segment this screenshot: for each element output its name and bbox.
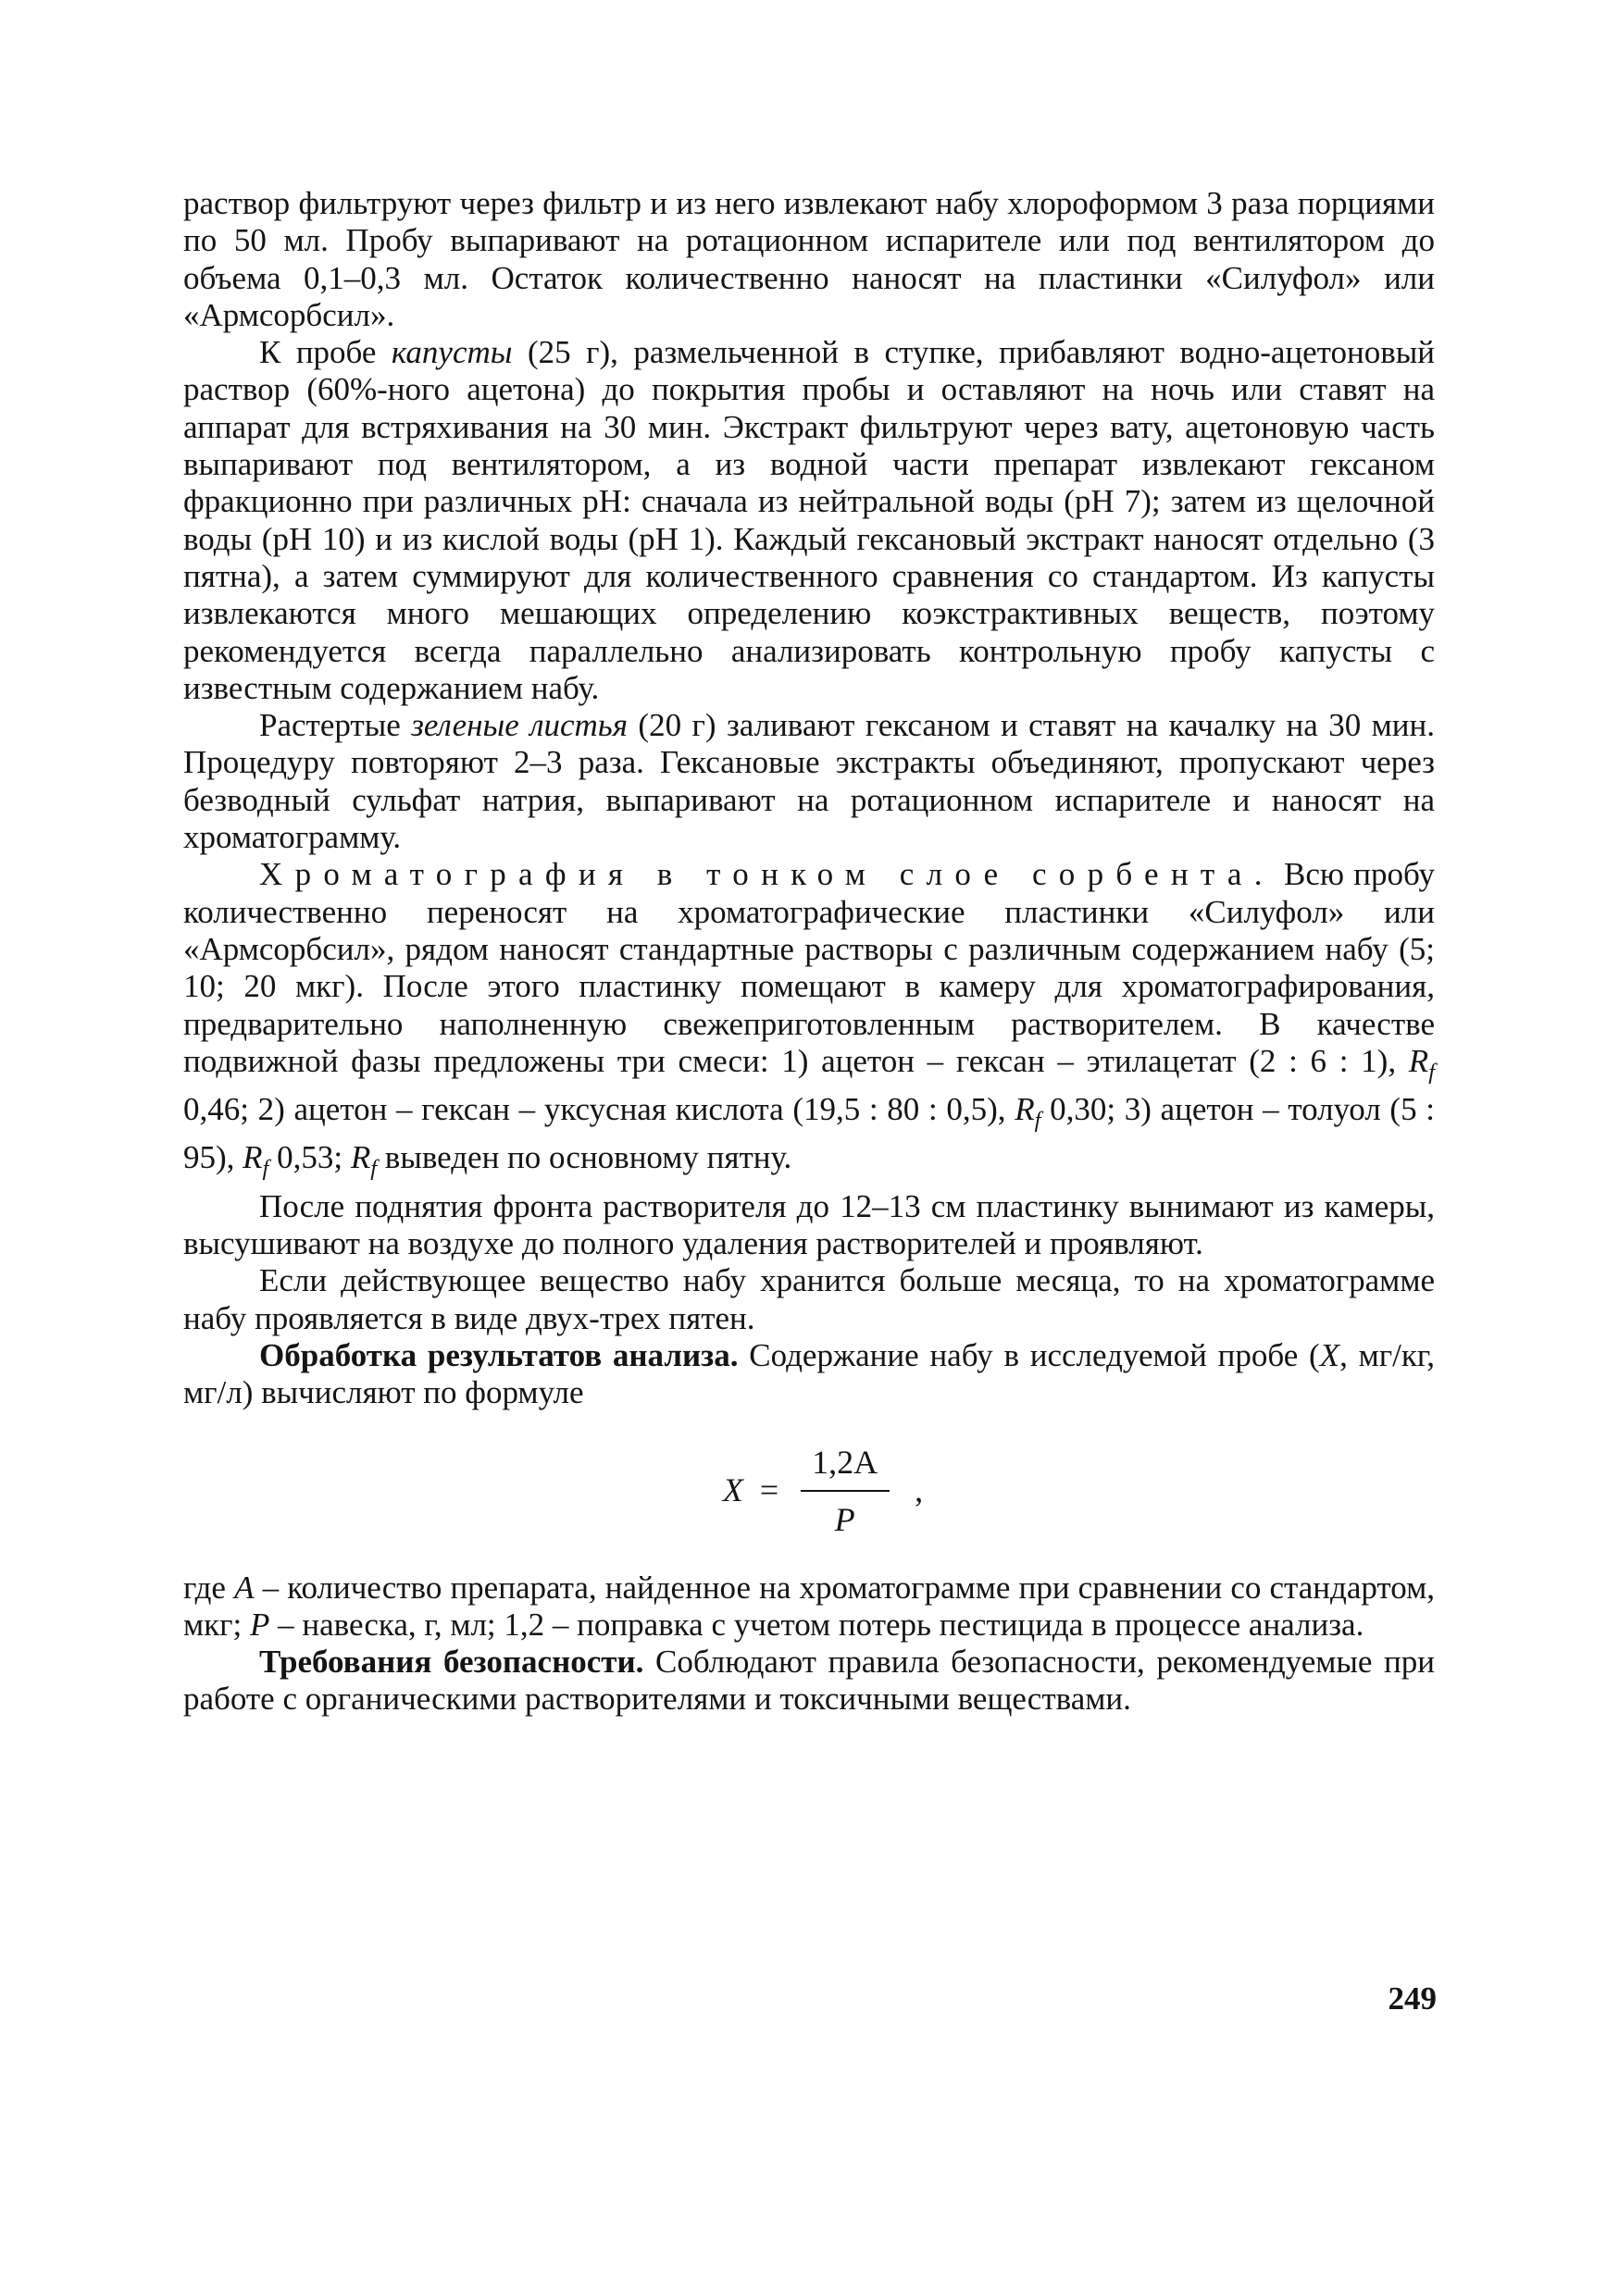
section-heading-results: Обработка результатов анализа. [259,1336,739,1373]
emphasis-cabbage: капусты [391,334,513,371]
text-run: (20 г) заливают гексаном и ставят на качалку на 30 мин. Процедуру повторяют 2–3 раза. Гексановые экстракты объединяют, пропускают через безводный сульфат натрия, выпаривают на ротационном испарителе и наносят на хроматограмму. [183,707,1436,856]
formula-numerator: 1,2A [812,1443,878,1481]
page-body [183,185,1435,1719]
text-run: 0,46; 2) ацетон – гексан – уксусная кислота (19,5 : 80 : 0,5), [183,1091,1015,1128]
text-run: Содержание набу в исследуемой пробе ( [738,1336,1320,1373]
text-run: – навеска, г, мл; 1,2 – поправка с учетом потерь пестицида в процессе анализа. [269,1606,1364,1643]
text-run: – количество препарата, найденное на хроматограмме при сравнении со стандартом, мкг; [183,1569,1435,1643]
text-run: (25 г), размельченной в ступке, прибавляют водно-ацетоновый раствор (60%-ного ацетона) до покрытия пробы и оставляют на ночь или ставят на аппарат для встряхивания на 30 мин. Экстракт фильтруют через вату, ацетоновую часть выпаривают под вентилятором, а из водной части препарат извлекают гексаном фракционно при различных pH: сначала из нейтральной воды (pH 7); затем из щелочной воды (pH 10) и из кислой воды (pH 1). Каждый гексановый экстракт наносят отдельно (3 пятна), а затем суммируют для количественного сравнения со стандартом. Из капусты извлекаются много мешающих определению коэкстрактивных веществ, поэтому рекомендуется всегда параллельно анализировать контрольную пробу капусты с известным содержанием набу. [183,334,1435,706]
formula [211,1412,1435,1570]
text-run: К пробе [259,334,392,371]
paragraph-safety [183,1644,1435,1719]
paragraph-chromatography [183,856,1435,1187]
paragraph-storage-note: Если действующее вещество набу хранится больше месяца, то на хроматограмме набу проявляется в виде двух-трех пятен. [183,1262,1435,1336]
text-run: Растертые [259,707,412,744]
formula-trailing-comma: , [915,1471,924,1509]
emphasis-green-leaves: зеленые листья [411,707,628,744]
rf-symbol: $R_f$ [350,1139,378,1182]
rf-symbol: $R_f$ [243,1139,269,1182]
variable-a: A [234,1569,255,1606]
section-heading-safety: Требования безопасности. [259,1644,644,1681]
text-run: Всю пробу количественно переносят на хроматографические пластинки «Силуфол» или «Армсорбсил», рядом наносят стандартные растворы с различным содержанием набу (5; 10; 20 мкг). После этого пластинку помещают в камеру для хроматографирования, предварительно наполненную свежеприготовленным растворителем. В качестве подвижной фазы предложены три смеси: 1) ацетон – гексан – этилацетат (2 : 6 : 1), [183,856,1435,1079]
paragraph-formula-legend [183,1570,1435,1644]
formula-equals: = [759,1471,779,1509]
formula-lhs: X [722,1471,743,1509]
rf-symbol: $R_f$ [1015,1091,1041,1134]
rf-symbol: $R_f$ [1408,1042,1435,1085]
text-run: 0,30; 3) ацетон – толуол (5 : 95), [183,1091,1435,1176]
text-run: где [183,1569,235,1606]
paragraph-cabbage [183,334,1435,707]
formula-denominator: P [834,1500,855,1538]
text-run: Соблюдают правила безопасности, рекомендуемые при работе с органическими растворителями и токсичными веществами. [183,1644,1435,1718]
text-run: выведен по основному пятну. [377,1139,792,1176]
paragraph-green-leaves [183,707,1435,856]
paragraph-1: раствор фильтруют через фильтр и из него извлекают набу хлороформом 3 раза порциями по 50 мл. Пробу выпаривают на ротационном испарителе или под вентилятором до объема 0,1–0,3 мл. Остаток количественно наносят на пластинки «Силуфол» или «Армсорбсил». [183,185,1435,333]
text-run: , мг/кг, мг/л) вычисляют по формуле [183,1336,1436,1411]
variable-x: X [1319,1336,1340,1373]
formula-fraction [795,1442,894,1540]
paragraph-results-processing [183,1337,1435,1412]
section-heading-chromatography: Хроматография в тонком слое сорбента. [259,856,1275,893]
text-run: 0,53; [268,1139,351,1176]
paragraph-solvent-front: После поднятия фронта растворителя до 12–13 см пластинку вынимают из камеры, высушивают на воздухе до полного удаления растворителей и проявляют. [183,1187,1435,1262]
variable-p: P [249,1606,270,1643]
page-number: 249 [1388,1980,1437,2017]
fraction-bar [801,1490,890,1492]
